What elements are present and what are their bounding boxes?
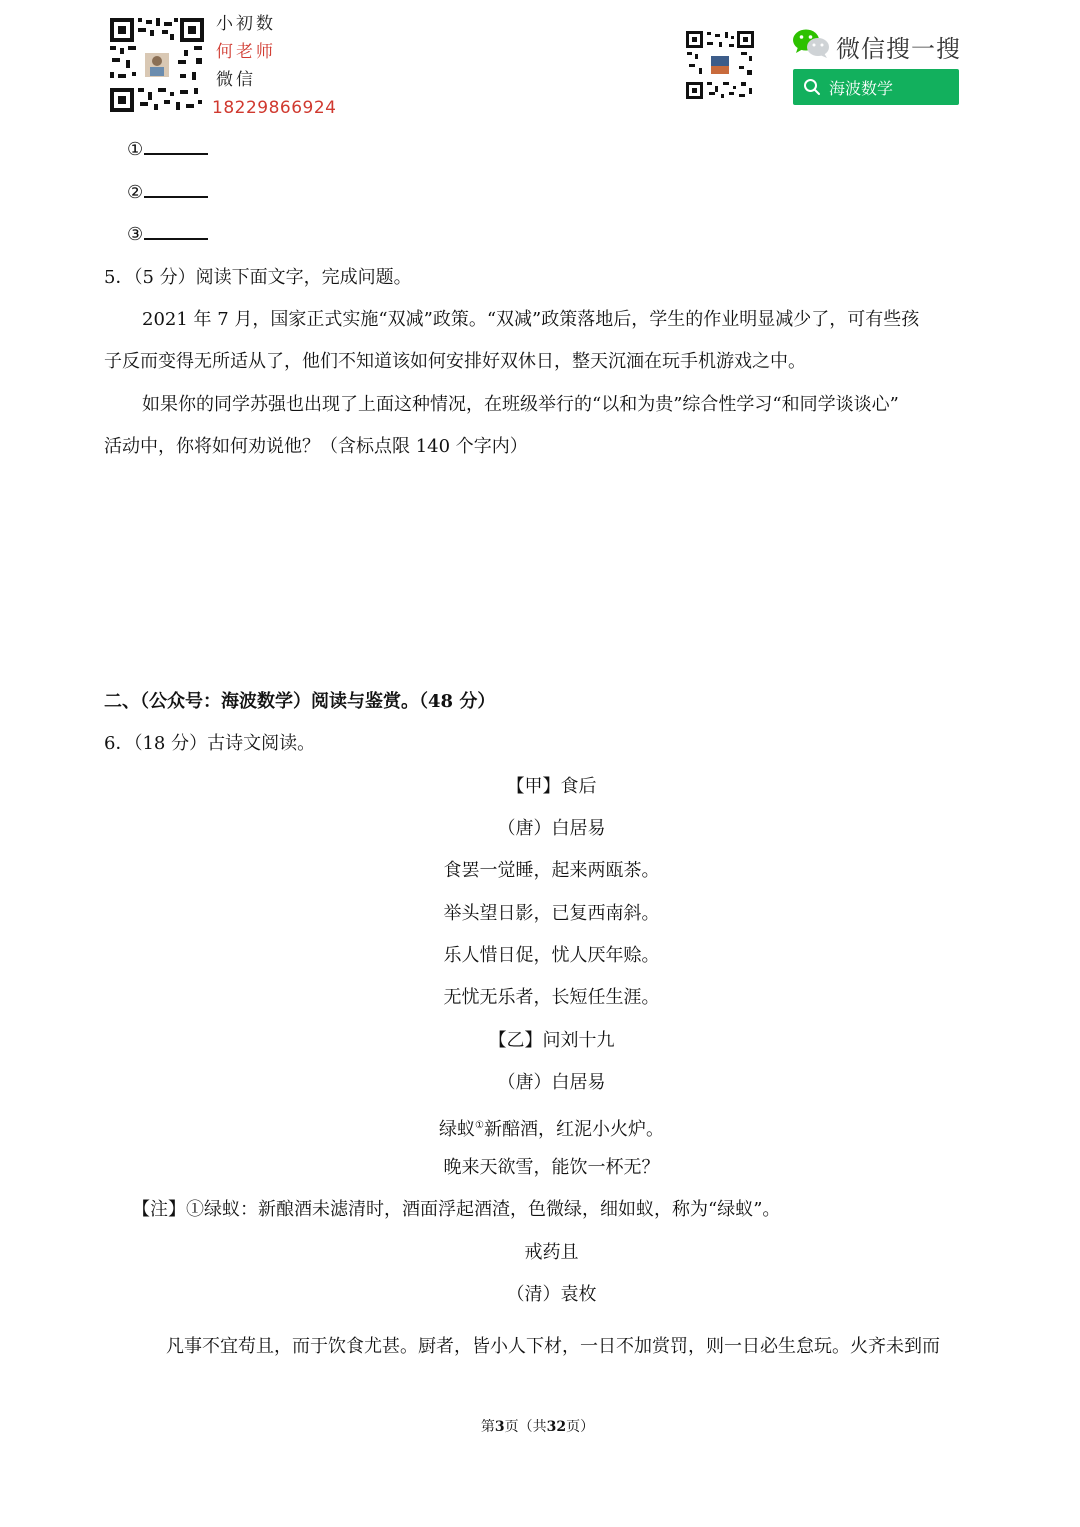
- page-footer: [0, 1416, 1075, 1436]
- answer-blank-3[interactable]: [127, 221, 208, 249]
- blank-marker: ①: [127, 139, 144, 160]
- answer-blank-1[interactable]: [127, 136, 208, 164]
- poem-b-line-2: 晚来天欲雪，能饮一杯无？: [443, 1157, 660, 1178]
- footer-prefix: 第: [480, 1419, 495, 1435]
- poem-note: 【注】①绿蚁：新酿酒未滤清时，酒面浮起酒渣，色微绿，细如蚁，称为“绿蚁”。: [132, 1199, 781, 1220]
- poem-b-line-1-start: 绿蚁: [439, 1119, 476, 1140]
- blank-line: [144, 222, 208, 240]
- poem-a-line-2: 举头望日影，已复西南斜。: [443, 903, 660, 924]
- section-2-heading: 二、（公众号：海波数学）阅读与鉴赏。（48 分）: [104, 691, 496, 712]
- poem-b-line-1: [0, 1112, 1080, 1144]
- poem-a-title: 【甲】食后: [506, 776, 597, 797]
- q6-heading: 6．（18 分）古诗文阅读。: [104, 733, 316, 754]
- poem-a-line-3: 乐人惜日促，忧人厌年赊。: [443, 945, 660, 966]
- wechat-logo-icon: [792, 28, 830, 64]
- wechat-search-title: 微信搜一搜: [836, 35, 961, 63]
- answer-blank-2[interactable]: [127, 179, 208, 207]
- prose-title: 戒药且: [524, 1242, 579, 1263]
- wechat-search-button[interactable]: [793, 69, 959, 105]
- teacher-qr-code: [108, 16, 206, 114]
- poem-b-author: （唐）白居易: [497, 1072, 606, 1093]
- q5-paragraph-2-line-1: 如果你的同学苏强也出现了上面这种情况，在班级举行的“以和为贵”综合性学习“和同学谈谈心”: [142, 394, 899, 415]
- footer-suffix: 页）: [566, 1419, 595, 1435]
- q5-paragraph-1-line-1: 2021 年 7 月，国家正式实施“双减”政策。“双减”政策落地后，学生的作业明显减少了，可有些孩: [142, 309, 920, 330]
- footnote-marker: ①: [475, 1120, 484, 1131]
- prose-line-1: 凡事不宜苟且，而于饮食尤甚。厨者，皆小人下材，一日不加赏罚，则一日必生怠玩。火齐未到而: [166, 1336, 940, 1357]
- blank-line: [144, 180, 208, 198]
- blank-marker: ③: [127, 224, 144, 245]
- wechat-search-button-label: 海波数学: [829, 78, 894, 98]
- card-line-1: 小初数: [216, 14, 276, 34]
- wechat-qr-code: [685, 30, 755, 100]
- footer-middle: 页（共: [504, 1419, 547, 1435]
- card-phone: 18229866924: [212, 98, 337, 118]
- poem-a-line-1: 食罢一觉睡，起来两瓯茶。: [443, 860, 660, 881]
- q5-heading: 5．（5 分）阅读下面文字，完成问题。: [104, 267, 412, 288]
- current-page-number: 3: [494, 1419, 505, 1435]
- poem-a-author: （唐）白居易: [497, 818, 606, 839]
- poem-b-title: 【乙】问刘十九: [488, 1030, 615, 1051]
- blank-marker: ②: [127, 182, 144, 203]
- q5-paragraph-2-line-2: 活动中，你将如何劝说他？（含标点限 140 个字内）: [104, 436, 528, 457]
- q5-paragraph-1-line-2: 子反而变得无所适从了，他们不知道该如何安排好双休日，整天沉湎在玩手机游戏之中。: [104, 351, 806, 372]
- search-icon: [803, 78, 821, 96]
- total-page-count: 32: [546, 1419, 567, 1435]
- blank-line: [144, 137, 208, 155]
- poem-b-line-1-end: 新醅酒，红泥小火炉。: [483, 1119, 664, 1140]
- card-line-3: 微信: [216, 70, 256, 90]
- poem-a-line-4: 无忧无乐者，长短任生涯。: [443, 987, 660, 1008]
- prose-author: （清）袁枚: [506, 1284, 597, 1305]
- card-line-2: 何老师: [216, 42, 276, 62]
